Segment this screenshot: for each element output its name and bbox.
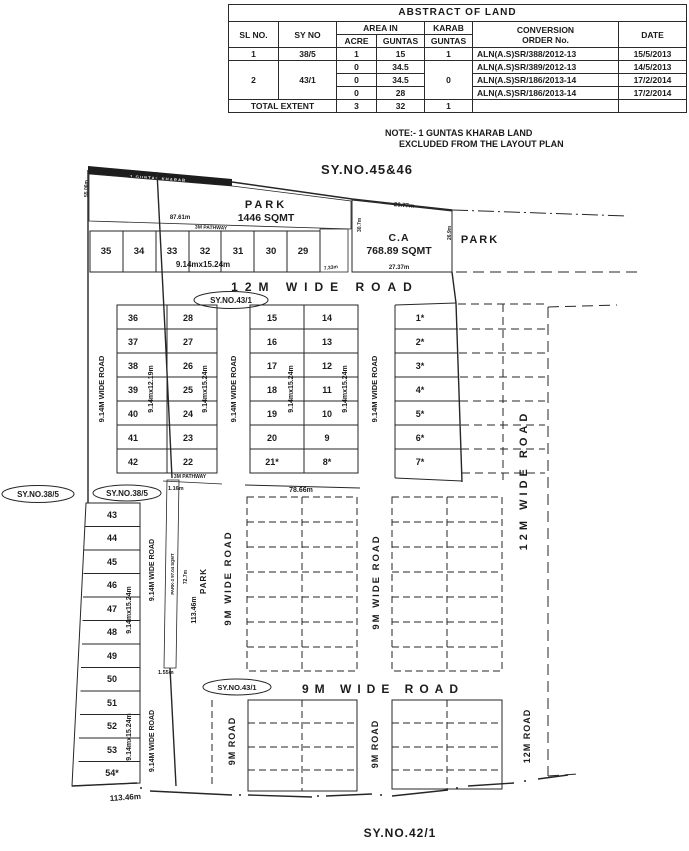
road-label-12m-wide: 12M WIDE ROAD [518,409,530,551]
dim-27-37: 27.37m [388,265,410,271]
cell-guntas: 15 [377,48,425,61]
cell-date: 14/5/2013 [619,61,687,74]
road-label-12m: 12M ROAD [522,708,532,764]
plot-number: 14 [321,313,333,323]
col-header-guntas: GUNTAS [377,35,425,48]
plot-number: 22 [182,457,194,467]
survey-label-42-1: SY.NO.42/1 [363,826,437,840]
plot-number: 15 [266,313,278,323]
total-label: TOTAL EXTENT [229,100,337,113]
plot-number: 1* [415,313,425,323]
plot-number: 50 [106,674,118,684]
survey-division-line-lower [170,668,176,786]
road-12m-top [194,280,419,309]
col-header-sl-no: SL NO. [229,22,279,48]
col-header-karab-guntas: GUNTAS [425,35,473,48]
cell-acre: 0 [337,61,377,74]
plot-number: 32 [199,246,211,257]
cell-acre: 0 [337,87,377,100]
plot-number: 42 [127,457,139,467]
plot-number: 29 [297,246,309,257]
park-top [84,174,351,232]
plot-number: 8* [322,457,332,467]
total-guntas: 32 [377,100,425,113]
road-label-9-14m: 9.14M WIDE ROAD [229,355,238,423]
cell-order: ALN(A.S)SR/186/2013-14 [473,74,619,87]
dim-55-06: 55.06m [84,180,90,197]
plot-number: 38 [127,361,139,371]
survey-oval-38-5: SY.NO.38/5 [17,490,59,499]
survey-oval-38-5: SY.NO.38/5 [106,489,148,498]
plot-block-a [117,305,217,473]
road-label-9m-wide: 9M WIDE ROAD [223,530,234,626]
plot-number: 12 [321,361,333,371]
plot-size-label: 9.14mx15.24m [175,260,231,269]
plot-number: 45 [106,557,118,567]
plot-number: 19 [266,409,278,419]
plot-size-label: 9.14mx12.19m [148,365,155,413]
cell-date: 15/5/2013 [619,48,687,61]
park-strip-name: PARK [199,567,208,595]
road-12m-top-label: 12M WIDE ROAD [231,280,419,294]
table-total-row [229,100,687,113]
cell-date: 17/2/2014 [619,74,687,87]
dim-26-77: 26.77m [393,202,415,210]
dim-26-9: 26.9m [447,225,453,240]
survey-label-45-46: SY.NO.45&46 [321,162,413,177]
kharab-strip-label: 1 GUNTAS KHARAB [129,174,187,183]
cell-acre: 0 [337,74,377,87]
dim-78-66: 78.66m [289,487,313,494]
road-9m-bottom [203,679,464,696]
plot-number: 26 [182,361,194,371]
plot-number: 49 [106,651,118,661]
dim-7-33: 7.33m [323,264,339,272]
abstract-of-land-table [228,4,687,113]
plot-number: 44 [106,533,118,543]
plot-size-label: 9.14mx15.24m [126,586,133,634]
ca-area-value: 768.89 SQMT [366,245,432,257]
cell-sl: 1 [229,48,279,61]
plot-number: 37 [127,337,139,347]
plot-number: 34 [133,246,145,257]
col-header-date: DATE [619,22,687,48]
plot-number: 46 [106,580,118,590]
cell-acre: 1 [337,48,377,61]
table-row [229,48,687,61]
cell-karab: 0 [425,61,473,100]
plot-number: 53 [106,745,118,755]
plot-column-left [72,503,156,786]
col-header-area-in: AREA IN [337,22,425,35]
plot-number: 36 [127,313,139,323]
road-label-9m: 9M ROAD [370,719,380,769]
cell-sl: 2 [229,61,279,100]
plot-size-label: 9.14mx15.24m [342,365,349,413]
col-header-conversion: CONVERSION ORDER No. [473,22,619,48]
plot-number: 27 [182,337,194,347]
plot-number: 9 [324,433,330,443]
plot-number: 21* [265,457,279,467]
col-header-acre: ACRE [337,35,377,48]
total-karab: 1 [425,100,473,113]
total-empty [473,100,619,113]
plot-size-label: 9.14mx15.24m [126,713,133,761]
dim-113-46-bottom: 113.46m [109,791,142,803]
plot-number: 23 [182,433,194,443]
table-note [385,128,665,150]
plot-number: 33 [166,246,178,257]
plot-number: 31 [232,246,244,257]
mid-section [2,172,360,503]
road-label-9-14m: 9.14M WIDE ROAD [149,709,156,773]
plot-number: 10 [321,409,333,419]
plot-number: 18 [266,385,278,395]
plot-number: 3* [415,361,425,371]
cell-karab: 1 [425,48,473,61]
plot-number: 52 [106,721,118,731]
pathway-3m-mid: 3M PATHWAY [173,474,207,480]
road-label-9-14m: 9.14M WIDE ROAD [149,538,156,602]
cell-sy: 38/5 [279,48,337,61]
survey-oval-43-1: SY.NO.43/1 [210,296,252,305]
col-header-karab: KARAB [425,22,473,35]
park-strip [158,480,208,786]
dim-30-7: 30.7m [357,217,363,232]
plot-number: 2* [415,337,425,347]
cell-order: ALN(A.S)SR/388/2012-13 [473,48,619,61]
plot-number: 11 [322,385,332,395]
plot-number: 47 [106,604,118,614]
cell-guntas: 34.5 [377,61,425,74]
plot-number: 16 [266,337,278,347]
plot-size-label: 9.14mx15.24m [202,365,209,413]
cell-guntas: 34.5 [377,74,425,87]
bottom-grids [212,700,532,791]
park-right-label: PARK [460,234,500,246]
survey-oval-43-1: SY.NO.43/1 [217,683,257,692]
cell-order: ALN(A.S)SR/186/2013-14 [473,87,619,100]
mid-grids [223,497,502,671]
plot-row-top [90,231,320,272]
park-top-area: 1446 SQMT [237,212,295,224]
plot-number: 54* [105,768,119,778]
road-label-9m-wide-horizontal: 9M WIDE ROAD [302,682,464,696]
table-row [229,61,687,74]
road-label-9m-wide: 9M WIDE ROAD [371,534,382,630]
road-labels-upper [97,355,530,550]
plot-number: 28 [182,313,194,323]
plot-block-b [250,305,358,473]
dim-1-55: 1.55m [158,670,174,676]
dim-74-36: 74.36m [204,180,226,188]
dim-113-46-strip: 113.46m [191,596,198,624]
plot-number: 7* [415,457,425,467]
park-strip-text: PARK-3 97.04 SQMT [170,553,175,595]
cell-date: 17/2/2014 [619,87,687,100]
table-title: ABSTRACT OF LAND [229,5,687,22]
note-line-2: EXCLUDED FROM THE LAYOUT PLAN [399,139,564,149]
boundary-far-east [548,305,617,776]
ca-area [320,200,642,482]
plot-size-label: 9.14mx15.24m [288,365,295,413]
road-label-9-14m: 9.14M WIDE ROAD [97,355,106,423]
plot-number: 24 [182,409,194,419]
cell-guntas: 28 [377,87,425,100]
dim-72-7: 72.7m [183,569,189,585]
cell-order: ALN(A.S)SR/389/2012-13 [473,61,619,74]
plot-number: 20 [266,433,278,443]
col-header-sy-no: SY NO [279,22,337,48]
park-top-name: PARK [244,199,288,211]
plot-number: 5* [415,409,425,419]
road-label-9-14m: 9.14M WIDE ROAD [370,355,379,423]
dim-87-61: 87.61m [169,215,191,221]
total-acre: 3 [337,100,377,113]
plot-number: 35 [100,246,112,257]
plot-number: 17 [266,361,278,371]
plot-number: 39 [127,385,139,395]
dim-1-16: 1.16m [168,486,184,492]
plot-number: 6* [415,433,425,443]
ca-name: C.A [388,232,410,244]
plot-number: 51 [106,698,118,708]
plot-number: 48 [106,627,118,637]
plot-number: 41 [127,433,139,443]
boundary-south [72,775,568,840]
plot-number: 25 [182,385,194,395]
plot-number: 30 [265,246,277,257]
plot-number: 40 [127,409,139,419]
plot-number: 4* [415,385,425,395]
plot-number: 43 [106,510,118,520]
note-line-1: NOTE:- 1 GUNTAS KHARAB LAND [385,128,533,138]
pathway-3m-top: 3M PATHWAY [194,224,228,232]
road-label-9m: 9M ROAD [227,716,237,766]
plot-number: 13 [321,337,333,347]
total-empty [619,100,687,113]
cell-sy: 43/1 [279,61,337,100]
